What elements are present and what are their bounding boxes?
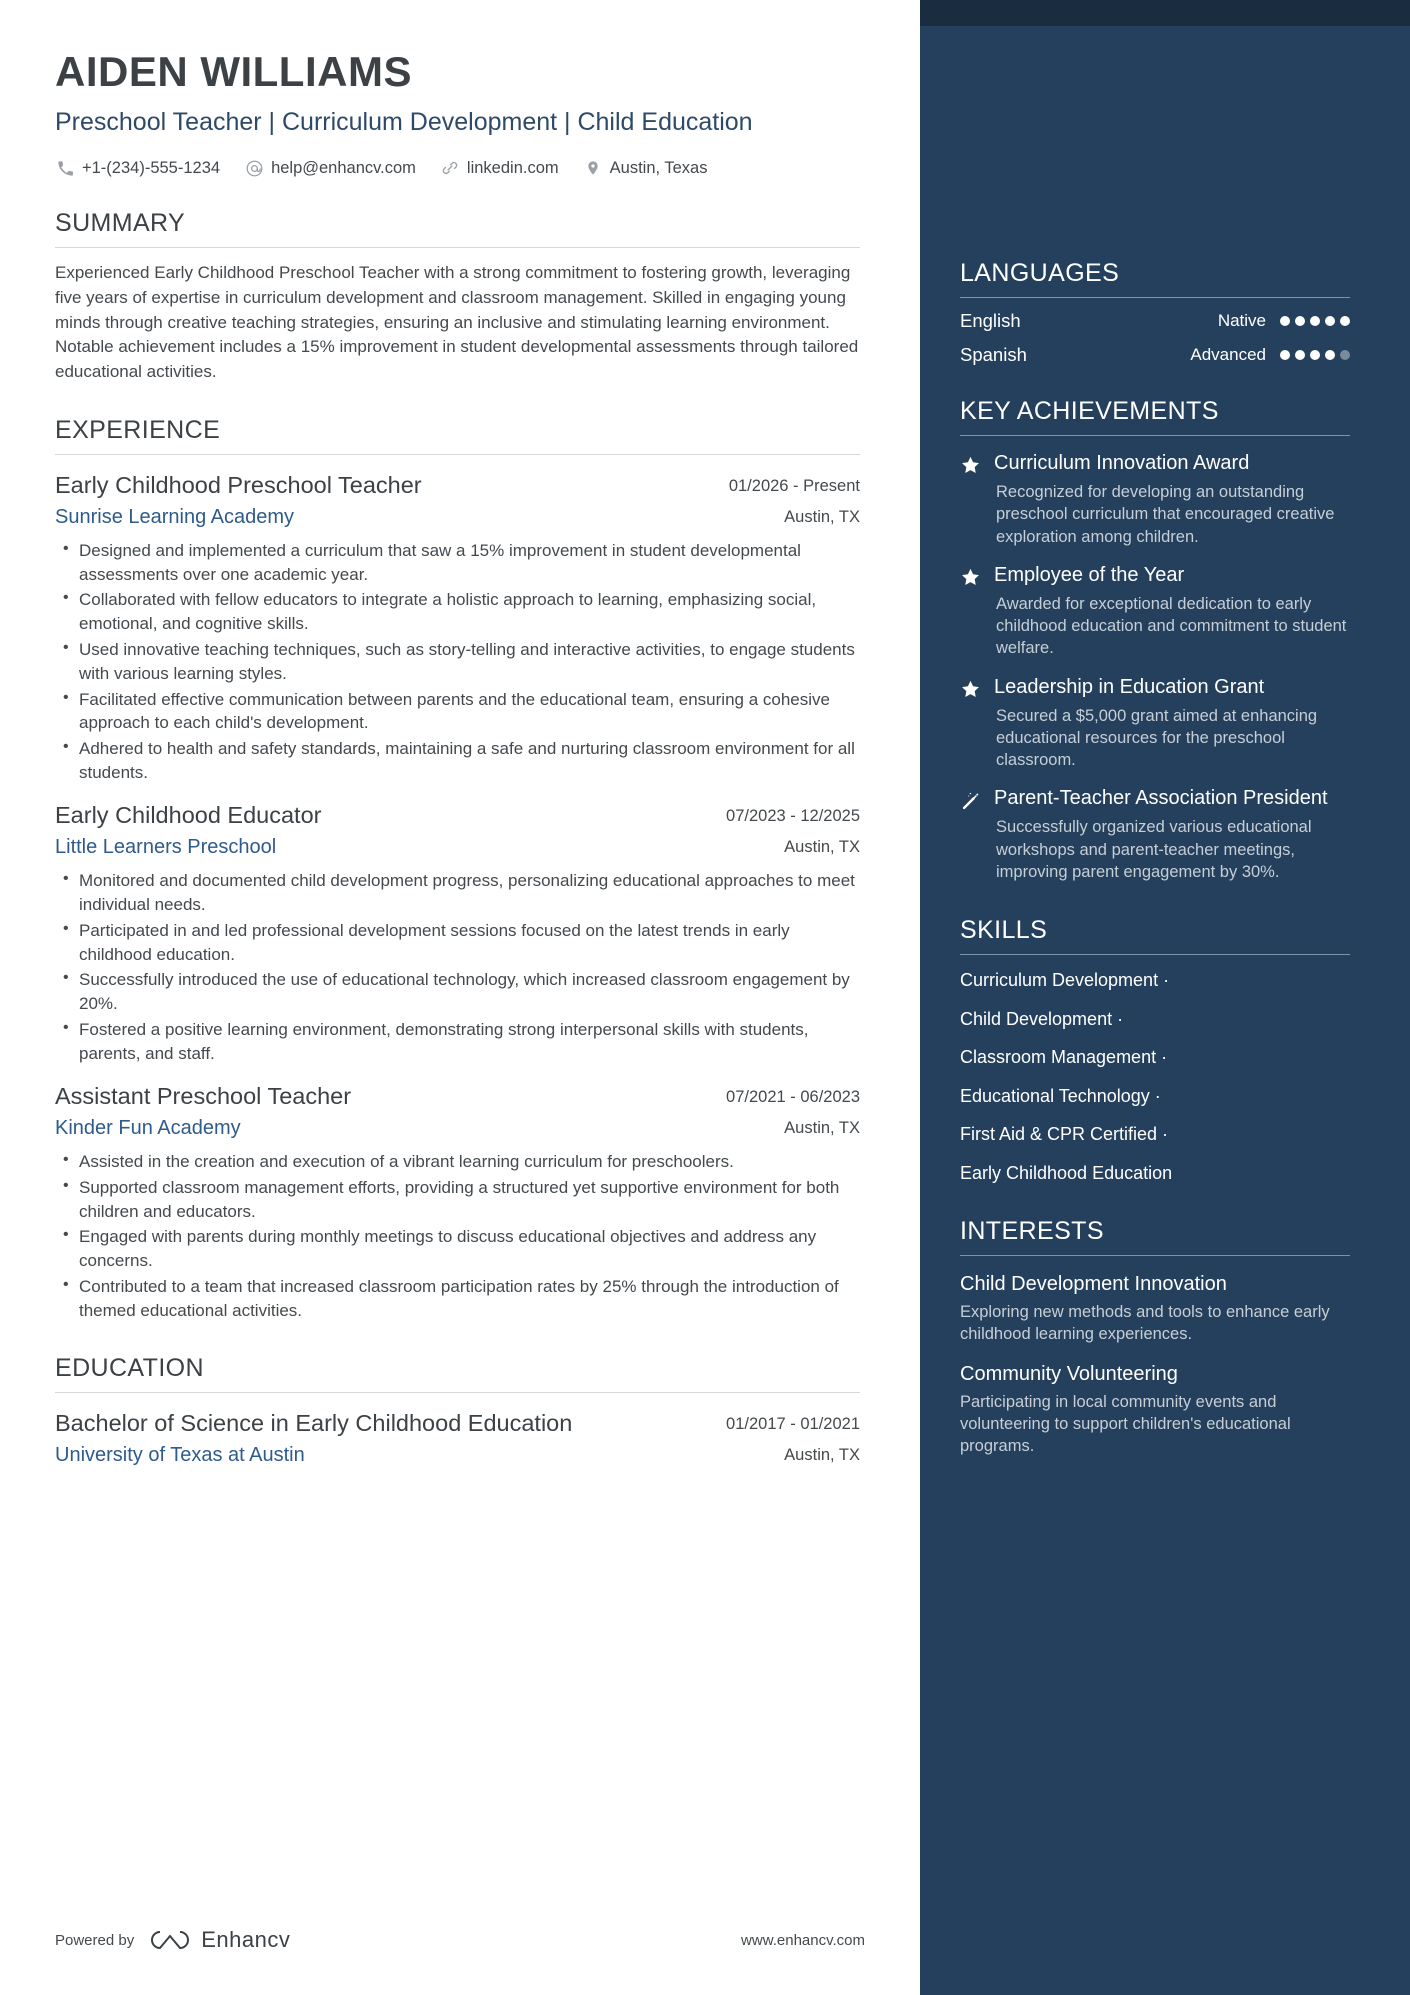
proficiency-dot xyxy=(1295,350,1305,360)
job-bullet: • Supported classroom management efforts, providing a structured yet supportive environment for both children and educators. xyxy=(55,1176,860,1224)
professional-headline: Preschool Teacher | Curriculum Development | Child Education xyxy=(55,108,753,137)
company-name[interactable]: Little Learners Preschool xyxy=(55,836,277,859)
summary-text: Experienced Early Childhood Preschool Teacher with a strong commitment to fostering growth, leveraging five years of expertise in curriculum development and classroom management. Skilled in engaging young minds through creative teaching strategies, ensuring an inclusive and stimulating learning environment. Notable achievement includes a 15% improvement in student developmental assessments through tailored educational activities. xyxy=(55,263,859,381)
achievement-title: Parent-Teacher Association President xyxy=(994,787,1328,810)
magic-wand-icon xyxy=(960,786,994,883)
degree-dates: 01/2017 - 01/2021 xyxy=(726,1414,860,1433)
contact-text: linkedin.com xyxy=(466,158,559,177)
achievements-list xyxy=(960,451,1350,883)
experience-entry xyxy=(55,801,860,1066)
language-name: Spanish xyxy=(960,344,1027,365)
email-icon xyxy=(244,158,264,178)
proficiency-dot xyxy=(1340,316,1350,326)
interests-divider xyxy=(960,1255,1350,1256)
interests-list xyxy=(960,1272,1350,1457)
proficiency-dot xyxy=(1280,316,1290,326)
location-pin-icon xyxy=(583,158,603,178)
contact-text: help@enhancv.com xyxy=(271,158,416,177)
language-proficiency-dots xyxy=(1280,350,1350,360)
skill-item: Child Development · xyxy=(960,1008,1124,1029)
contact-text: +1-(234)-555-1234 xyxy=(82,158,221,177)
achievement-item xyxy=(960,563,1350,660)
job-title: Early Childhood Educator xyxy=(55,801,322,828)
powered-by-label: Powered by xyxy=(55,1931,135,1949)
job-location: Austin, TX xyxy=(784,838,860,857)
proficiency-dot xyxy=(1325,350,1335,360)
interest-title: Community Volunteering xyxy=(960,1362,1178,1385)
education-list xyxy=(55,1409,860,1468)
enhancv-wordmark: Enhancv xyxy=(201,1927,291,1952)
proficiency-dot xyxy=(1340,350,1350,360)
job-location: Austin, TX xyxy=(784,507,860,526)
proficiency-dot xyxy=(1295,316,1305,326)
interest-description: Exploring new methods and tools to enhance early childhood learning experiences. xyxy=(960,1303,1330,1344)
achievement-body xyxy=(994,786,1350,883)
language-level: Advanced xyxy=(1190,345,1266,364)
interests-heading: INTERESTS xyxy=(960,1217,1104,1246)
job-dates: 07/2021 - 06/2023 xyxy=(726,1087,860,1106)
education-section xyxy=(55,1353,860,1468)
proficiency-dot xyxy=(1280,350,1290,360)
language-name: English xyxy=(960,310,1021,331)
job-bullet-list xyxy=(55,1150,860,1323)
achievement-item xyxy=(960,675,1350,772)
experience-section xyxy=(55,415,860,1323)
degree-title: Bachelor of Science in Early Childhood Education xyxy=(55,1409,573,1436)
skill-item: Educational Technology · xyxy=(960,1085,1161,1106)
job-bullet: • Adhered to health and safety standards, maintaining a safe and nurturing classroom environment for all students. xyxy=(55,737,860,785)
job-dates: 01/2026 - Present xyxy=(728,476,860,495)
skills-section xyxy=(960,915,1350,1184)
interest-description: Participating in local community events and volunteering to support children's educational programs. xyxy=(960,1392,1291,1456)
experience-entry-subheader xyxy=(55,505,860,530)
experience-entry-header xyxy=(55,1082,860,1111)
contact-item[interactable] xyxy=(55,158,220,178)
company-name[interactable]: Kinder Fun Academy xyxy=(55,1116,241,1139)
languages-heading: LANGUAGES xyxy=(960,259,1120,287)
education-entry-subheader xyxy=(55,1443,860,1468)
skill-item: Early Childhood Education xyxy=(960,1162,1173,1183)
experience-entry xyxy=(55,471,860,785)
contact-item[interactable] xyxy=(583,158,708,178)
education-divider xyxy=(55,1392,860,1393)
contact-item[interactable] xyxy=(440,158,559,178)
job-location: Austin, TX xyxy=(784,1118,860,1137)
job-bullet: • Monitored and documented child development progress, personalizing educational approaches to meet individual needs. xyxy=(55,869,860,917)
interest-item xyxy=(960,1272,1350,1346)
summary-section xyxy=(55,208,860,384)
contact-item[interactable] xyxy=(244,158,416,178)
language-proficiency-dots xyxy=(1280,316,1350,326)
achievement-title: Leadership in Education Grant xyxy=(994,675,1265,698)
languages-divider xyxy=(960,297,1350,298)
contact-row xyxy=(55,158,860,178)
education-entry-header xyxy=(55,1409,860,1438)
phone-icon xyxy=(55,158,75,178)
star-icon xyxy=(960,451,994,548)
job-bullet: • Used innovative teaching techniques, such as story-telling and interactive activities, to engage students with various learning styles. xyxy=(55,638,860,686)
language-row xyxy=(960,344,1350,366)
experience-divider xyxy=(55,454,860,455)
job-bullet-list xyxy=(55,539,860,785)
job-bullet: • Collaborated with fellow educators to integrate a holistic approach to learning, emphasizing social, emotional, and cognitive skills. xyxy=(55,588,860,636)
key-achievements-divider xyxy=(960,435,1350,436)
achievement-body xyxy=(994,563,1350,660)
experience-entry-header xyxy=(55,471,860,500)
experience-entry-subheader xyxy=(55,1116,860,1141)
contact-text: Austin, Texas xyxy=(609,158,708,177)
job-bullet-list xyxy=(55,869,860,1065)
company-name[interactable]: Sunrise Learning Academy xyxy=(55,505,295,528)
achievement-description: Awarded for exceptional dedication to early childhood education and commitment to student welfare. xyxy=(996,594,1347,658)
school-location: Austin, TX xyxy=(784,1445,860,1464)
job-bullet: • Successfully introduced the use of educational technology, which increased classroom engagement by 20%. xyxy=(55,968,860,1016)
interest-title: Child Development Innovation xyxy=(960,1273,1227,1296)
key-achievements-heading: KEY ACHIEVEMENTS xyxy=(960,397,1219,425)
link-icon xyxy=(440,158,460,178)
summary-heading: SUMMARY xyxy=(55,209,186,238)
skills-divider xyxy=(960,954,1350,955)
experience-list xyxy=(55,471,860,1323)
enhancv-logo-icon xyxy=(148,1927,192,1953)
achievement-title: Curriculum Innovation Award xyxy=(994,452,1250,474)
language-row xyxy=(960,310,1350,332)
experience-heading: EXPERIENCE xyxy=(55,415,221,444)
skill-item: Classroom Management · xyxy=(960,1047,1168,1068)
key-achievements-section xyxy=(960,396,1350,883)
summary-divider xyxy=(55,247,860,248)
sidebar-content xyxy=(920,0,1410,1458)
achievement-description: Secured a $5,000 grant aimed at enhancing educational resources for the preschool classroom. xyxy=(996,706,1318,770)
education-entry xyxy=(55,1409,860,1468)
footer-url: www.enhancv.com xyxy=(741,1931,865,1949)
languages-section xyxy=(960,258,1350,366)
footer-branding xyxy=(55,1927,290,1953)
achievement-title: Employee of the Year xyxy=(994,563,1185,586)
skill-item: Curriculum Development · xyxy=(960,970,1170,991)
job-bullet: • Facilitated effective communication between parents and the educational team, ensuring a cohesive approach to each child's development. xyxy=(55,688,860,736)
skills-heading: SKILLS xyxy=(960,916,1048,945)
experience-entry-header xyxy=(55,801,860,830)
job-bullet: • Designed and implemented a curriculum that saw a 15% improvement in student developmental assessments over one academic year. xyxy=(55,539,860,587)
achievement-description: Recognized for developing an outstanding preschool curriculum that encouraged creative exploration among children. xyxy=(996,483,1335,546)
school-name[interactable]: University of Texas at Austin xyxy=(55,1443,305,1466)
job-dates: 07/2023 - 12/2025 xyxy=(726,806,860,825)
achievement-item xyxy=(960,451,1350,548)
skill-item: First Aid & CPR Certified · xyxy=(960,1124,1169,1145)
interests-section xyxy=(960,1216,1350,1457)
footer xyxy=(55,1927,865,1953)
job-title: Early Childhood Preschool Teacher xyxy=(55,471,422,498)
enhancv-brand xyxy=(148,1927,290,1953)
star-icon xyxy=(960,675,994,772)
achievement-description: Successfully organized various educational workshops and parent-teacher meetings, improving parent engagement by 30%. xyxy=(996,818,1312,881)
proficiency-dot xyxy=(1325,316,1335,326)
languages-list xyxy=(960,310,1350,366)
job-title: Assistant Preschool Teacher xyxy=(55,1082,352,1109)
proficiency-dot xyxy=(1310,350,1320,360)
star-icon xyxy=(960,563,994,660)
interest-item xyxy=(960,1362,1350,1458)
education-heading: EDUCATION xyxy=(55,1353,204,1382)
job-bullet: • Participated in and led professional development sessions focused on the latest trends in early childhood education. xyxy=(55,919,860,967)
skills-list xyxy=(960,969,1350,1184)
experience-entry xyxy=(55,1082,860,1323)
achievement-item xyxy=(960,786,1350,883)
achievement-body xyxy=(994,675,1350,772)
sidebar xyxy=(920,0,1410,1995)
job-bullet: • Assisted in the creation and execution of a vibrant learning curriculum for preschoolers. xyxy=(55,1150,860,1174)
language-level: Native xyxy=(1217,311,1266,330)
job-bullet: • Engaged with parents during monthly meetings to discuss educational objectives and address any concerns. xyxy=(55,1225,860,1273)
job-bullet: • Contributed to a team that increased classroom participation rates by 25% through the introduction of themed educational activities. xyxy=(55,1275,860,1323)
proficiency-dot xyxy=(1310,316,1320,326)
experience-entry-subheader xyxy=(55,835,860,860)
page-title: AIDEN WILLIAMS xyxy=(55,48,412,95)
job-bullet: • Fostered a positive learning environment, demonstrating strong interpersonal skills with students, parents, and staff. xyxy=(55,1018,860,1066)
achievement-body xyxy=(994,451,1350,548)
